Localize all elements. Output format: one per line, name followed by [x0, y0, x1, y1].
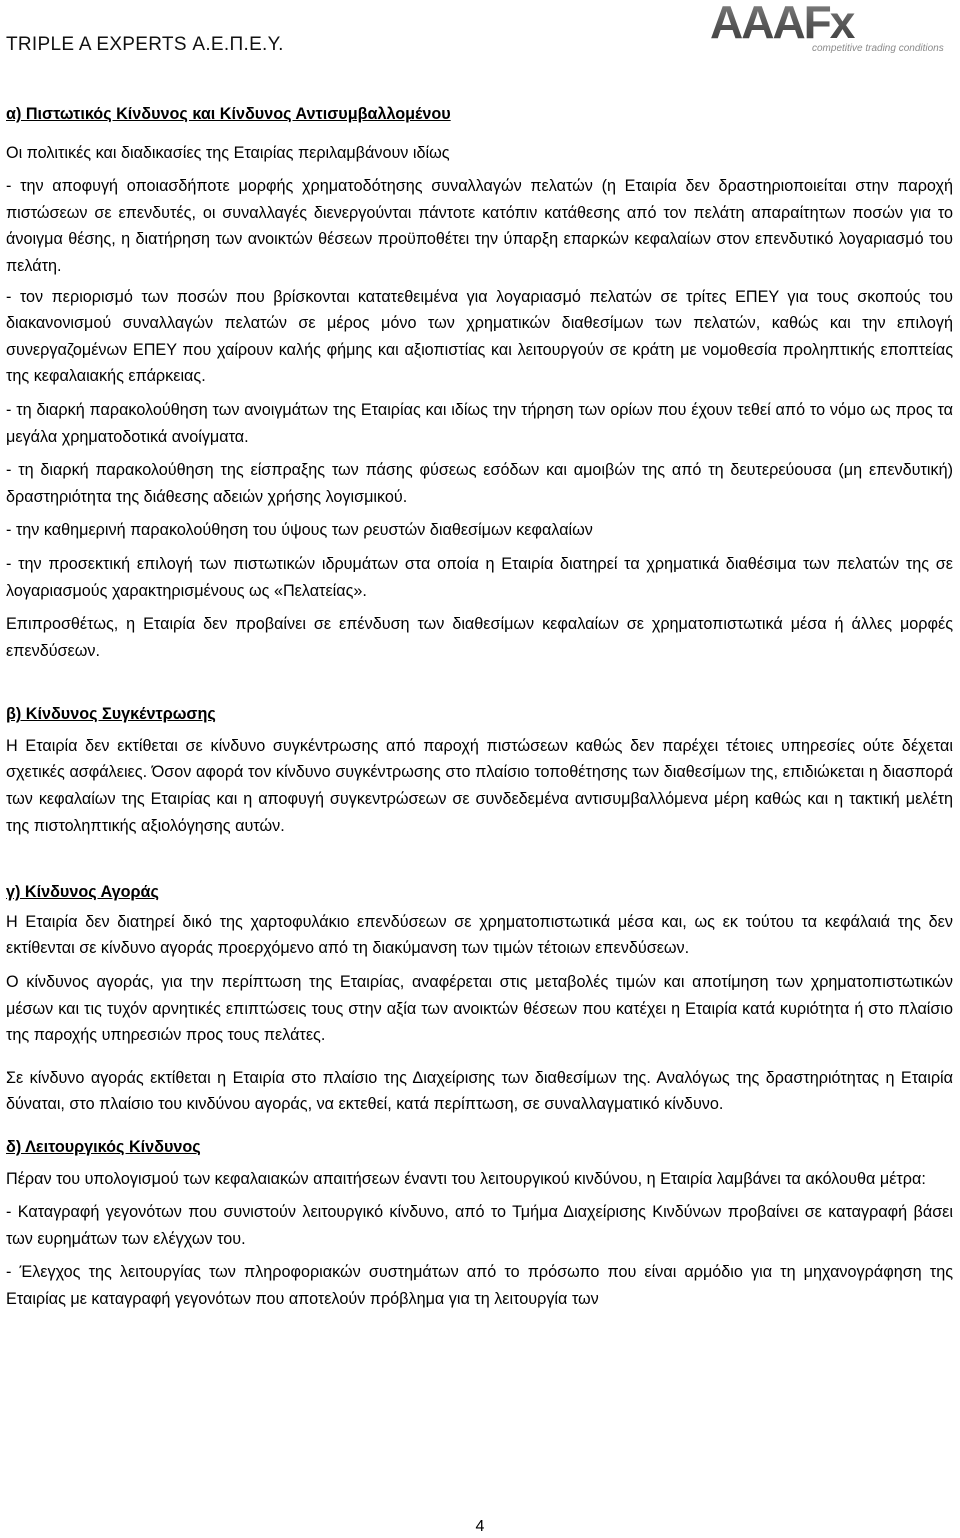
- logo-tagline: competitive trading conditions: [812, 43, 944, 54]
- section-heading: α) Πιστωτικός Κίνδυνος και Κίνδυνος Αντισυμβαλλομένου: [6, 105, 451, 123]
- paragraph: Η Εταιρία δεν εκτίθεται σε κίνδυνο συγκέντρωσης από παροχή πιστώσεων καθώς δεν παρέχει τέτοιες υπηρεσίες ούτε δέχεται σχετικές ασφάλειες. Όσον αφορά τον κίνδυνο συγκέντρωσης στο πλαίσιο τοποθέτησης των διαθεσίμων της, επιδιώκεται η διασπορά των κεφαλαίων της Εταιρίας και η αποφυγή συγκεντρώσεων σε συνδεδεμένα αντισυμβαλλόμενα μέρη καθώς και η τακτική μελέτη της πιστοληπτικής αξιολόγησης αυτών.: [6, 736, 953, 835]
- section-heading: β) Κίνδυνος Συγκέντρωσης: [6, 705, 216, 724]
- section-heading: δ) Λειτουργικός Κίνδυνος: [6, 1138, 201, 1156]
- section-heading: γ) Κίνδυνος Αγοράς: [6, 883, 159, 902]
- paragraph: Ο κίνδυνος αγοράς, για την περίπτωση της Εταιρίας, αναφέρεται στις μεταβολές τιμών και αποτίμηση των χρηματοπιστωτικών μέσων και τις τυχόν αρνητικές επιπτώσεις τους στην αξία των ανοικτών θέσεων που κατέχει η Εταιρία κατά κυριότητα ή στο πλαίσιο της παροχής υπηρεσιών προς τους πελάτες.: [6, 973, 953, 1045]
- paragraph: Επιπροσθέτως, η Εταιρία δεν προβαίνει σε επένδυση των διαθεσίμων κεφαλαίων σε χρηματοπιστωτικά μέσα ή άλλες μορφές επενδύσεων.: [6, 615, 953, 660]
- paragraph: - τη διαρκή παρακολούθηση των ανοιγμάτων της Εταιρίας και ιδίως την τήρηση των ορίων που έχουν τεθεί από το νόμο ως προς τα μεγάλα χρηματοδοτικά ανοίγματα.: [6, 400, 953, 446]
- paragraph: - την αποφυγή οποιασδήποτε μορφής χρηματοδότησης συναλλαγών πελατών (η Εταιρία δεν δραστηριοποιείται στην παροχή πιστώσεων σε επενδυτές, οι συναλλαγές διενεργούνται πάντοτε κατόπιν κατάθεσης από τον πελάτη απαραίτητων ποσών για το άνοιγμα θέσης, η διατήρηση των ανοικτών θέσεων προϋποθέτει την ύπαρξη επαρκών κεφαλαίων στον επενδυτικό λογαριασμό του πελάτη.: [6, 177, 953, 275]
- paragraph: - τη διαρκή παρακολούθηση της είσπραξης των πάσης φύσεως εσόδων και αμοιβών της από τη δευτερεύουσα (μη επενδυτική) δραστηριότητα της διάθεσης αδειών χρήσης λογισμικού.: [6, 461, 953, 506]
- paragraph: Η Εταιρία δεν διατηρεί δικό της χαρτοφυλάκιο επενδύσεων σε χρηματοπιστωτικά μέσα και, ως εκ τούτου τα κεφάλαιά της δεν εκτίθενται σε κίνδυνο αγοράς προερχόμενο από τη διακύμανση των τιμών τέτοιων επενδύσεων.: [6, 912, 953, 958]
- company-name: TRIPLE A EXPERTS Α.Ε.Π.Ε.Υ.: [6, 34, 284, 55]
- paragraph: Σε κίνδυνο αγοράς εκτίθεται η Εταιρία στο πλαίσιο της Διαχείρισης των διαθεσίμων της. Αναλόγως της δραστηριότητας η Εταιρία δύναται, στο πλαίσιο του κινδύνου αγοράς, να εκτεθεί, κατά περίπτωση, σε συναλλαγματικό κίνδυνο.: [6, 1068, 953, 1114]
- company-logo: [704, 0, 960, 56]
- paragraph: - Καταγραφή γεγονότων που συνιστούν λειτουργικό κίνδυνο, από το Τμήμα Διαχείρισης Κινδύνων προβαίνει σε καταγραφή βάσει των ευρημάτων των ελέγχων του.: [6, 1203, 953, 1248]
- logo-wordmark: AAAFx: [710, 0, 854, 48]
- paragraph: - την καθημερινή παρακολούθηση του ύψους των ρευστών διαθεσίμων κεφαλαίων: [6, 521, 593, 540]
- paragraph: Οι πολιτικές και διαδικασίες της Εταιρίας περιλαμβάνουν ιδίως: [6, 143, 450, 162]
- page-number: 4: [475, 1518, 485, 1535]
- paragraph: - τον περιορισμό των ποσών που βρίσκονται κατατεθειμένα για λογαριασμό πελατών σε τρίτες ΕΠΕΥ για τους σκοπούς του διακανονισμού συναλλαγών πελατών σε μέρος μόνο των χρηματικών διαθεσίμων των πελατών, καθώς και την επιλογή συνεργαζομένων ΕΠΕΥ που χαίρουν καλής φήμης και αξιοπιστίας και λειτουργούν σε κράτη με νομοθεσία προληπτικής εποπτείας της κεφαλαιακής επάρκειας.: [6, 287, 953, 386]
- paragraph: Πέραν του υπολογισμού των κεφαλαιακών απαιτήσεων έναντι του λειτουργικού κινδύνου, η Εταιρία λαμβάνει τα ακόλουθα μέτρα:: [6, 1169, 926, 1188]
- paragraph: - την προσεκτική επιλογή των πιστωτικών ιδρυμάτων στα οποία η Εταιρία διατηρεί τα χρηματικά διαθέσιμα των πελατών της σε λογαριασμούς χαρακτηρισμένους ως «Πελατείας».: [6, 554, 953, 600]
- document-body: [6, 101, 953, 1313]
- paragraph: - Έλεγχος της λειτουργίας των πληροφοριακών συστημάτων από το πρόσωπο που είναι αρμόδιο για τη μηχανογράφηση της Εταιρίας με καταγραφή γεγονότων που αποτελούν πρόβλημα για τη λειτουργία των: [6, 1263, 953, 1308]
